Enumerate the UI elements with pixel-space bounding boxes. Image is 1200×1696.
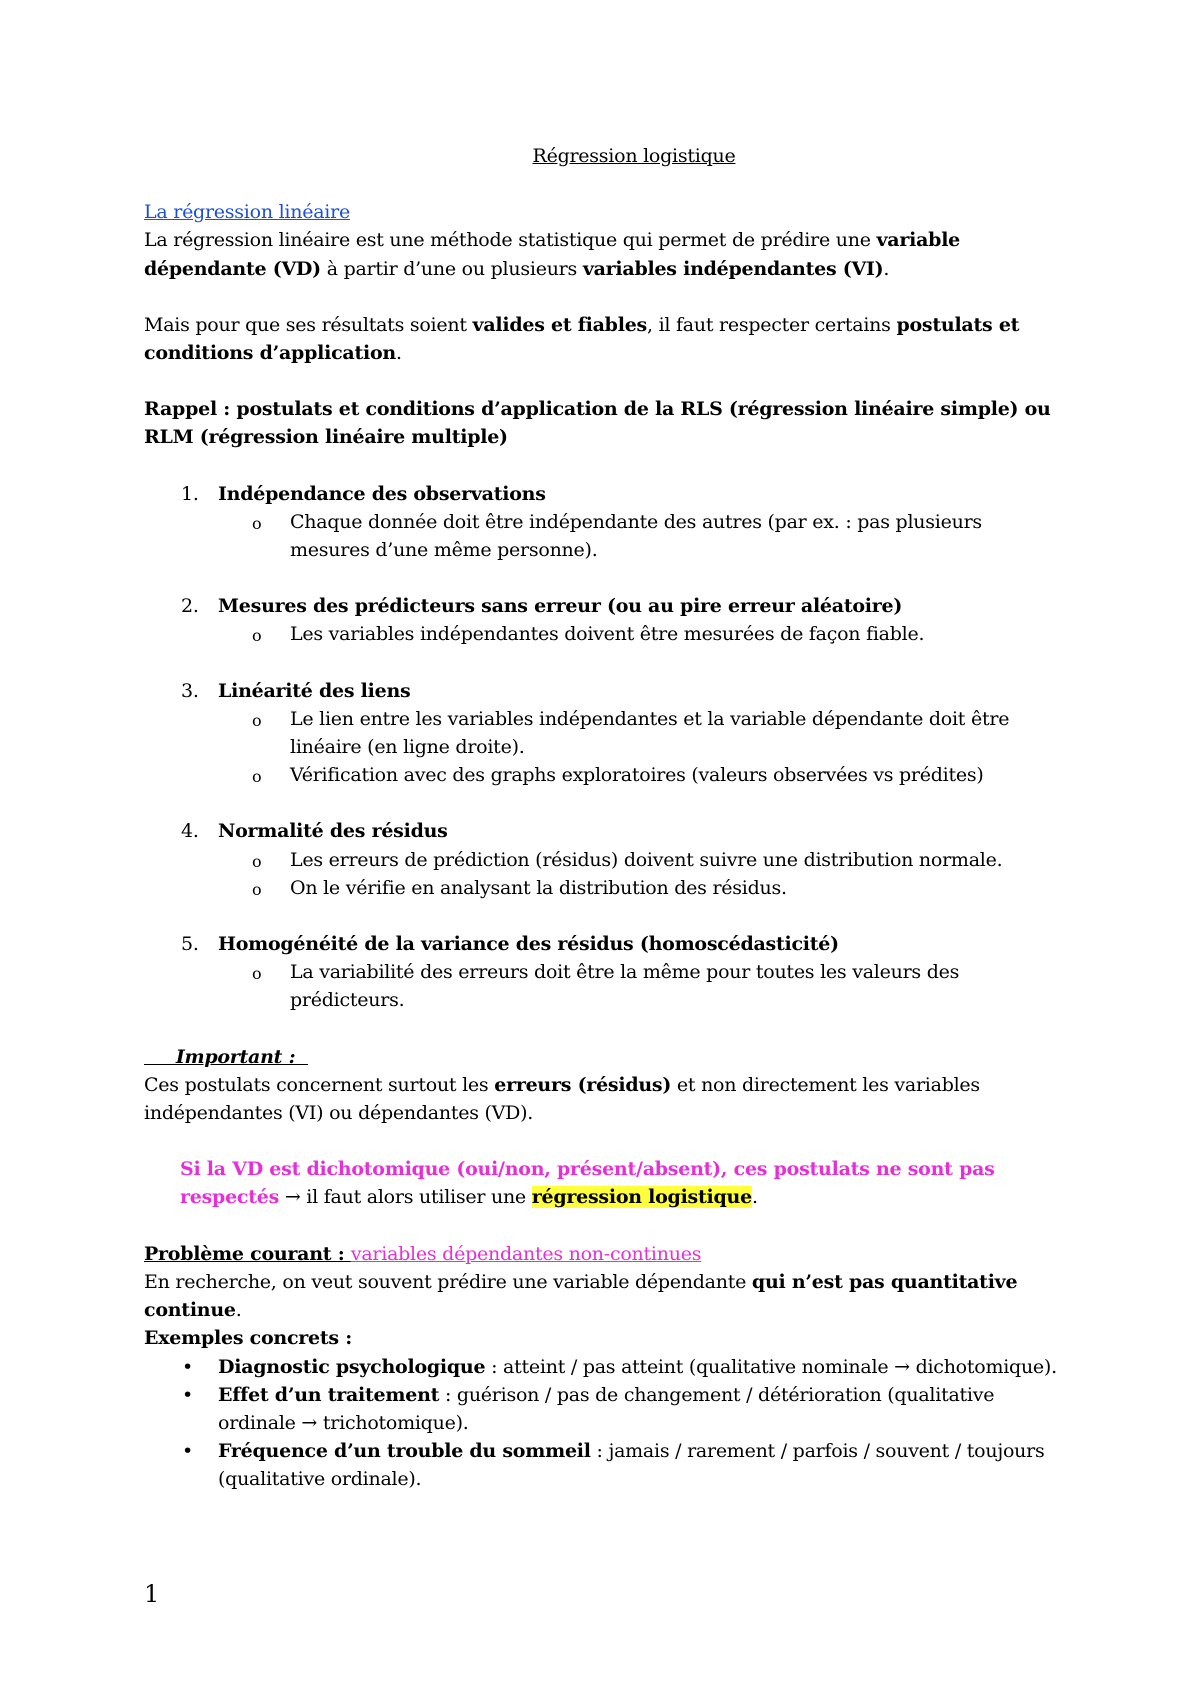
bold-run: erreurs (résidus): [494, 1073, 672, 1096]
bullet-o-icon: o: [252, 879, 262, 899]
bullet-text: La variabilité des erreurs doit être la même pour toutes les valeurs des prédicteurs.: [290, 961, 960, 1012]
bold-run: Rappel : postulats et conditions d’application de la RLS (régression linéaire simple) ou RLM (régression linéaire multiple): [144, 398, 1051, 449]
example-item: [144, 1381, 1064, 1437]
text-run: Mais pour que ses résultats soient: [144, 313, 473, 336]
postulat-title: Mesures des prédicteurs sans erreur (ou au pire erreur aléatoire): [218, 595, 903, 618]
text-run: .: [395, 342, 402, 365]
text-run: → il faut alors utiliser une: [279, 1186, 532, 1209]
sub-bullet-item: [144, 705, 1064, 761]
postulat-item: [144, 592, 1064, 648]
bold-run: Exemples concrets :: [144, 1327, 352, 1350]
bullet-text: Vérification avec des graphs exploratoires (valeurs observées vs prédites): [290, 764, 984, 787]
bullet-o-icon: o: [252, 710, 262, 730]
text-run: et non directement les variables indépendantes (VI) ou dépendantes (VD).: [144, 1073, 980, 1125]
validity-paragraph: [144, 311, 1064, 367]
postulat-item: [144, 817, 1064, 902]
postulat-item: [144, 677, 1064, 790]
non-continues-link[interactable]: variables dépendantes non-continues: [350, 1242, 702, 1265]
postulat-title: Linéarité des liens: [218, 679, 411, 702]
sub-bullet-item: [144, 620, 1064, 648]
bold-run: variables indépendantes (VI): [582, 257, 884, 280]
item-number: 2.: [181, 595, 199, 618]
document-title: Régression logistique: [532, 145, 736, 167]
example-item: [144, 1437, 1064, 1493]
bullet-text: Chaque donnée doit être indépendante des autres (par ex. : pas plusieurs mesures d’une même personne).: [290, 510, 982, 562]
text-run: : guérison / pas de changement / détérioration (qualitative ordinale → trichotomique).: [218, 1383, 995, 1434]
bullet-text: Les variables indépendantes doivent être mesurées de façon fiable.: [290, 623, 925, 646]
item-number: 5.: [181, 933, 199, 956]
text-run: : atteint / pas atteint (qualitative nominale → dichotomique).: [485, 1355, 1057, 1378]
postulat-item: [144, 930, 1064, 1015]
bullet-dot-icon: •: [182, 1440, 193, 1463]
postulat-title: Homogénéité de la variance des résidus (homoscédasticité): [218, 933, 839, 956]
sub-bullet-item: [144, 508, 1064, 564]
postulats-list: [144, 480, 1064, 1015]
item-number: 3.: [181, 679, 199, 702]
text-run: La régression linéaire est une méthode statistique qui permet de prédire une: [144, 229, 877, 252]
bullet-o-icon: o: [252, 626, 262, 646]
sub-bullet-list: [218, 508, 1064, 564]
bullet-o-icon: o: [252, 851, 262, 871]
text-run: .: [235, 1299, 242, 1322]
bold-run: Fréquence d’un trouble du sommeil: [218, 1440, 591, 1463]
sub-bullet-item: [144, 874, 1064, 902]
bold-run: Diagnostic psychologique: [218, 1355, 486, 1378]
important-run: Important :: [144, 1045, 309, 1068]
bold-run: variable dépendante (VD): [144, 229, 960, 280]
postulat-title: Indépendance des observations: [218, 482, 546, 505]
highlighted-run: régression logistique: [531, 1186, 752, 1209]
dichotomique-paragraph: [144, 1155, 1064, 1211]
sub-bullet-item: [144, 958, 1064, 1014]
sub-bullet-item: [144, 846, 1064, 874]
bullet-text: Le lien entre les variables indépendantes et la variable dépendante doit être linéaire (en ligne droite).: [290, 707, 1010, 759]
postulat-item: [144, 480, 1064, 565]
sub-bullet-list: [218, 620, 1064, 648]
intro-paragraph: [144, 226, 1064, 282]
examples-list: [144, 1353, 1064, 1494]
item-number: 1.: [181, 482, 199, 505]
bold-run: qui n’est pas quantitative continue: [144, 1270, 1018, 1322]
regression-lineaire-link[interactable]: La régression linéaire: [144, 201, 350, 224]
text-run: , il faut respecter certains: [646, 313, 897, 336]
text-run: En recherche, on veut souvent prédire une variable dépendante: [144, 1270, 752, 1293]
bullet-o-icon: o: [252, 964, 262, 984]
section-heading-regression-lineaire: [144, 198, 1064, 226]
bullet-dot-icon: •: [182, 1355, 193, 1378]
text-run: : jamais / rarement / parfois / souvent / toujours (qualitative ordinale).: [218, 1440, 1045, 1491]
sub-bullet-list: [218, 705, 1064, 790]
important-paragraph: [144, 1071, 1064, 1127]
bullet-text: Les erreurs de prédiction (résidus) doivent suivre une distribution normale.: [290, 848, 1003, 871]
sub-bullet-list: [218, 958, 1064, 1014]
probleme-paragraph: [144, 1268, 1064, 1324]
bold-run: postulats et conditions d’application: [144, 313, 1020, 365]
important-label: [144, 1043, 1064, 1071]
text-run: Ces postulats concernent surtout les: [144, 1073, 495, 1096]
probleme-label: Problème courant :: [144, 1242, 351, 1265]
examples-label: [144, 1324, 1064, 1352]
probleme-heading: [144, 1240, 1064, 1268]
bullet-dot-icon: •: [182, 1383, 193, 1406]
text-run: à partir d’une ou plusieurs: [320, 257, 583, 280]
bullet-o-icon: o: [252, 513, 262, 533]
pink-run: Si la VD est dichotomique (oui/non, présent/absent), ces postulats ne sont pas respectés: [180, 1158, 995, 1209]
bold-run: Effet d’un traitement: [218, 1383, 440, 1406]
sub-bullet-item: [144, 761, 1064, 789]
item-number: 4.: [181, 820, 199, 843]
sub-bullet-list: [218, 846, 1064, 902]
bullet-o-icon: o: [252, 767, 262, 787]
bullet-text: On le vérifie en analysant la distribution des résidus.: [290, 876, 787, 899]
page-number: 1: [144, 1580, 160, 1608]
text-run: .: [883, 257, 890, 280]
postulat-title: Normalité des résidus: [218, 820, 448, 843]
document-body: [144, 142, 1064, 1494]
rappel-heading: [144, 395, 1064, 451]
example-item: [144, 1353, 1064, 1381]
text-run: .: [751, 1186, 758, 1209]
bold-run: valides et fiables: [472, 313, 647, 336]
